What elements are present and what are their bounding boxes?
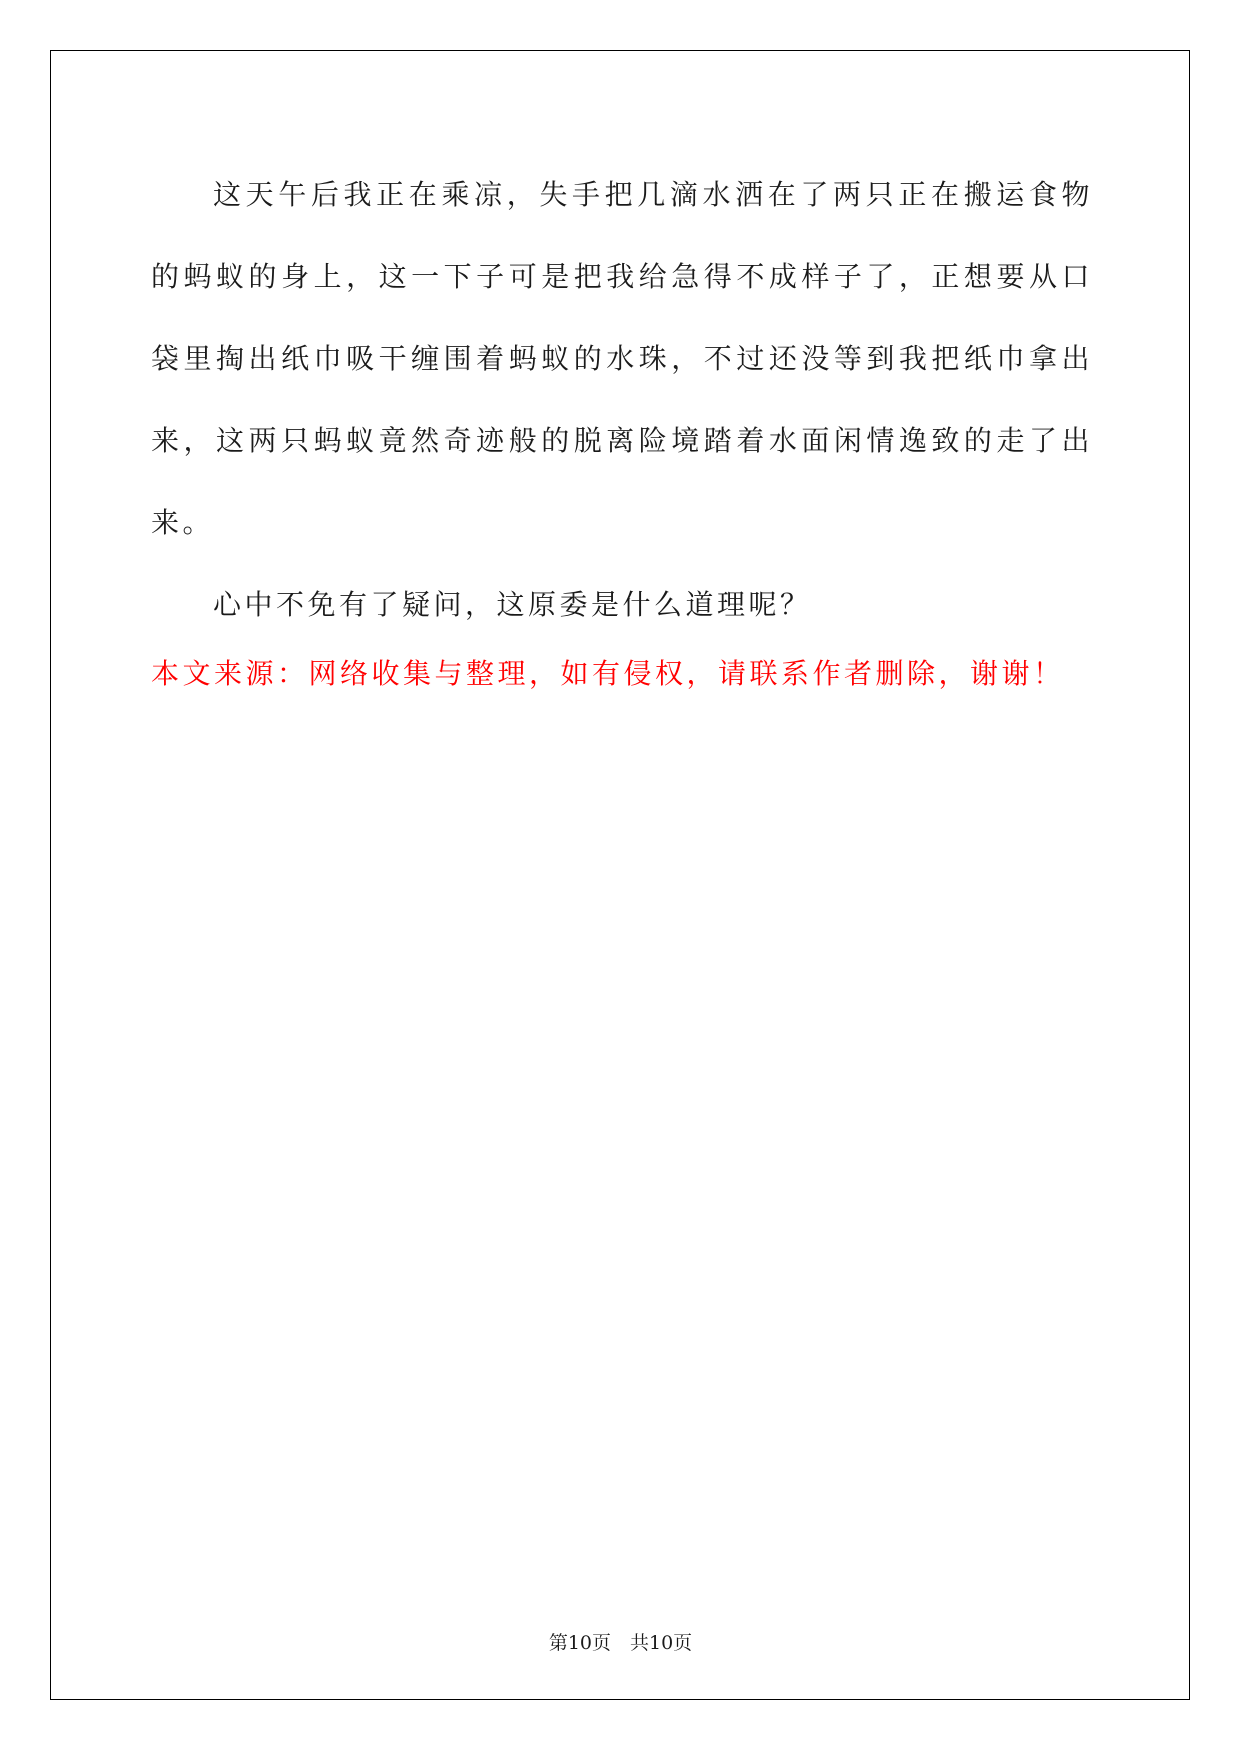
page-number-footer: 第10页 共10页 [548,1632,693,1654]
source-note: 本文来源：网络收集与整理，如有侵权，请联系作者删除，谢谢！ [151,657,1065,690]
document-body [151,164,1093,646]
paragraph: 这天午后我正在乘凉，失手把几滴水洒在了两只正在搬运食物的蚂蚁的身上，这一下子可是把我给急得不成样子了，正想要从口袋里掏出纸巾吸干缠围着蚂蚁的水珠，不过还没等到我把纸巾拿出来，这两只蚂蚁竟然奇迹般的脱离险境踏着水面闲情逸致的走了出来。 [151,178,1093,539]
paragraph: 心中不免有了疑问，这原委是什么道理呢？ [213,588,812,621]
